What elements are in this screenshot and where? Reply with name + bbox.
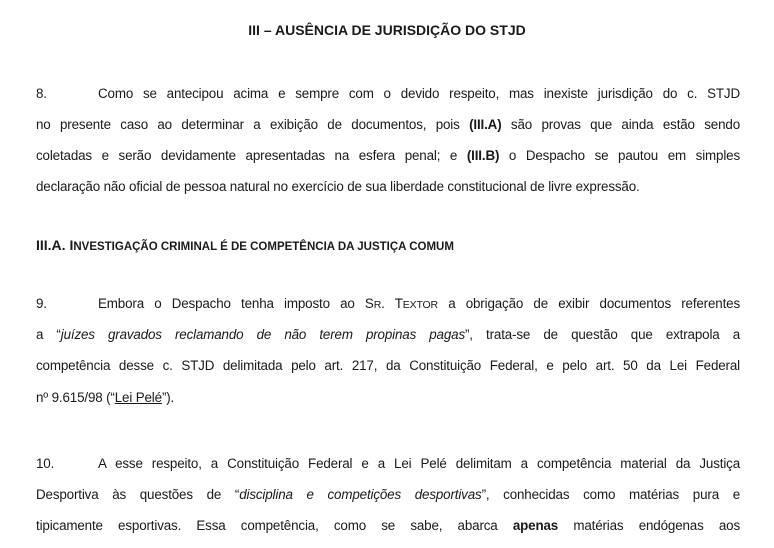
- paragraph-number: 10.: [36, 456, 55, 471]
- text-segment: (III.B): [466, 148, 500, 163]
- text-segment: juízes gravados reclamando de não terem propinas pagas: [60, 327, 465, 342]
- text-segment: a “: [36, 327, 61, 342]
- text-segment: declaração não oficial de pessoa natural no exercício de sua liberdade constitucional de livre expressão.: [36, 179, 640, 194]
- text-segment: o Despacho se pautou em simples: [499, 148, 740, 163]
- text-segment: coletadas e serão devidamente apresentadas na esfera penal; e: [36, 148, 467, 163]
- text-segment: nº 9.615/98 (“: [36, 390, 115, 405]
- text-segment: Como se antecipou acima e sempre com o devido respeito, mas inexiste jurisdição do c. STJD: [98, 86, 740, 101]
- paragraph-10-line: [36, 518, 740, 533]
- paragraph-9-line: [36, 296, 740, 311]
- paragraph-9-line: [36, 390, 740, 405]
- text-segment: Lei Pelé: [114, 390, 162, 405]
- text-segment: a obrigação de exibir documentos referentes: [437, 296, 740, 311]
- paragraph-10-line: [36, 456, 740, 471]
- text-segment: A esse respeito, a Constituição Federal e a Lei Pelé delimitam a competência material da Justiça: [98, 456, 740, 471]
- paragraph-8-line: [36, 148, 740, 163]
- paragraph-9-line: [36, 358, 740, 373]
- text-segment: disciplina e competições desportivas: [239, 487, 482, 502]
- text-segment: ”).: [161, 390, 175, 405]
- text-segment: Desportiva às questões de “: [36, 487, 240, 502]
- text-segment: R: [373, 299, 382, 311]
- paragraph-9-line: [36, 327, 740, 342]
- subsection-heading: [36, 237, 454, 253]
- paragraph-number: 9.: [36, 296, 47, 311]
- paragraph-8-line: [36, 117, 740, 132]
- text-segment: são provas que ainda estão sendo: [501, 117, 740, 132]
- paragraph-number: 8.: [36, 86, 47, 101]
- text-segment: tipicamente esportivas. Essa competência, como se sabe, abarca: [36, 518, 513, 533]
- text-segment: . T: [381, 296, 403, 311]
- text-segment: competência desse c. STJD delimitada pelo art. 217, da Constituição Federal, e pelo art. 50 da Lei Federal: [36, 358, 740, 373]
- paragraph-8-line: [36, 179, 740, 194]
- text-segment: apenas: [512, 518, 559, 533]
- subsection-title: NVESTIGAÇÃO CRIMINAL É DE COMPETÊNCIA DA JUSTIÇA COMUM: [73, 241, 454, 253]
- text-segment: ”, trata-se de questão que extrapola a: [465, 327, 741, 342]
- section-heading: III – AUSÊNCIA DE JURISDIÇÃO DO STJD: [248, 22, 526, 38]
- text-segment: Embora o Despacho tenha imposto ao S: [98, 296, 374, 311]
- text-segment: no presente caso ao determinar a exibição de documentos, pois: [36, 117, 470, 132]
- paragraph-10-line: [36, 487, 740, 502]
- paragraph-8-line: [36, 86, 740, 101]
- subsection-prefix: III.A. I: [36, 237, 74, 253]
- text-segment: matérias endógenas aos: [558, 518, 740, 533]
- text-segment: ”, conhecidas como matérias pura e: [481, 487, 740, 502]
- text-segment: (III.A): [469, 117, 502, 132]
- text-segment: EXTOR: [402, 299, 438, 311]
